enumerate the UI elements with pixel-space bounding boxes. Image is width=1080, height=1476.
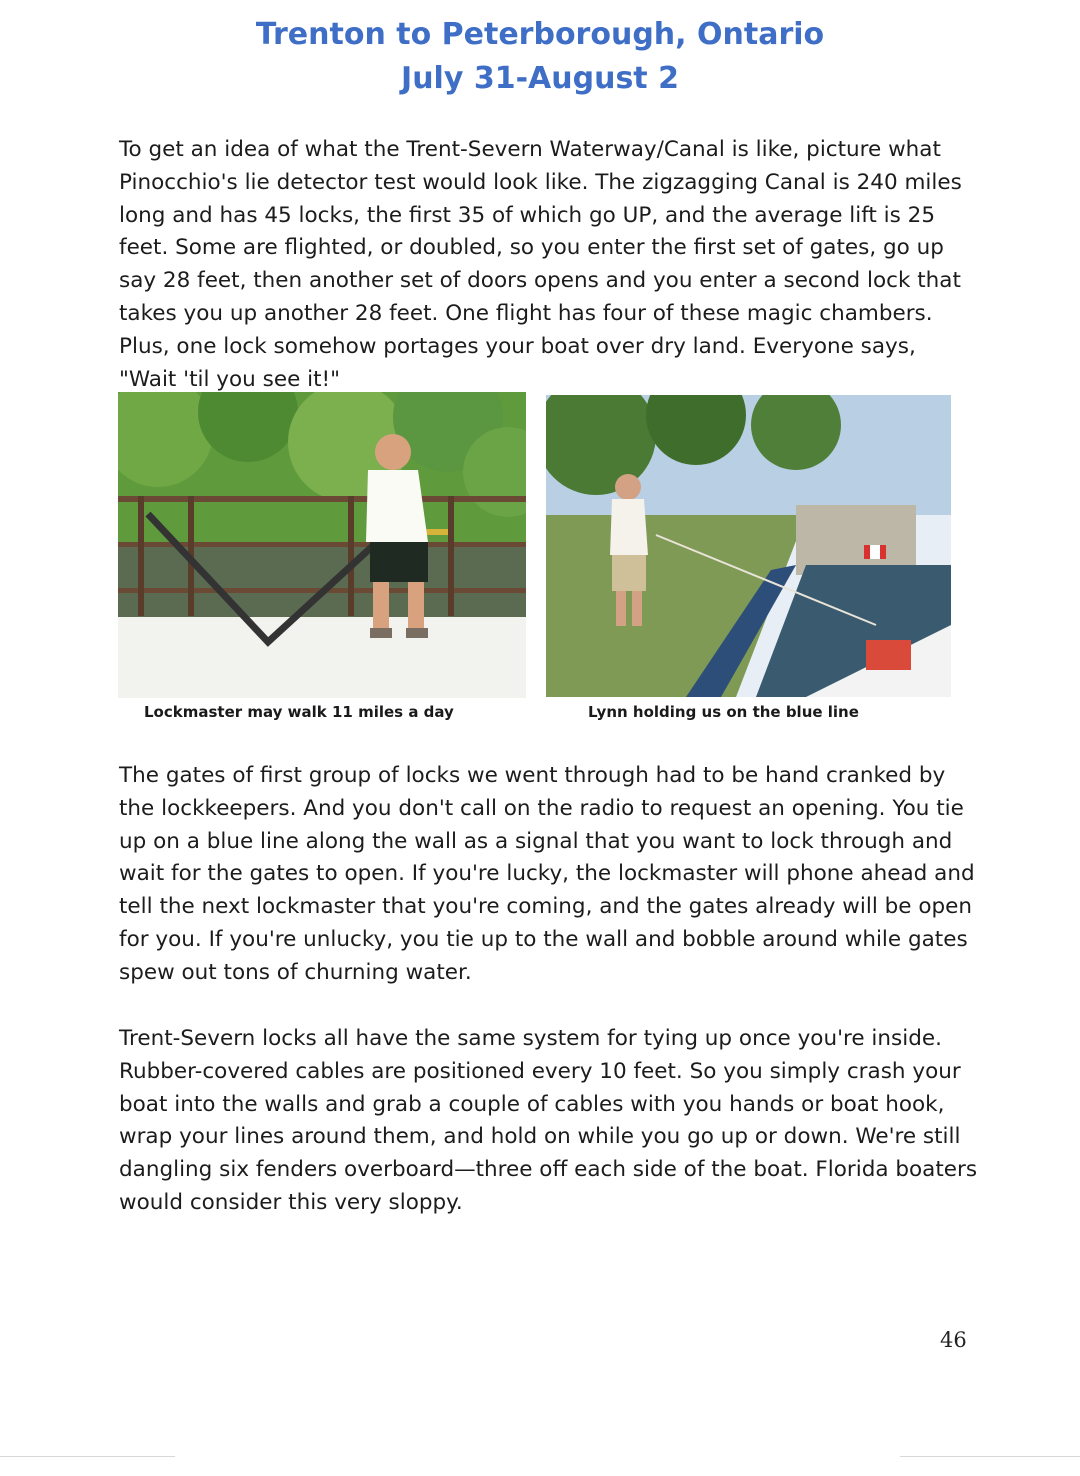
page-number: 46 xyxy=(940,1328,967,1352)
photo-caption-right: Lynn holding us on the blue line xyxy=(588,703,859,721)
page-title: Trenton to Peterborough, Ontario xyxy=(255,17,825,52)
page-subtitle-dates: July 31-August 2 xyxy=(401,61,679,96)
body-paragraph-gates: The gates of first group of locks we went through had to be hand cranked by the lockkeepers. And you don't call on the radio to request an opening. You tie up on a blue line along the wall as a signal that you want to lock through and wait for the gates to open. If you're lucky, the lockmaster will phone ahead and tell the next lockmaster that you're coming, and the gates already will be open for you. If you're unlucky, you tie up to the wall and bobble around while gates spew out tons of churning water. xyxy=(119,763,975,985)
scan-edge-line xyxy=(0,1456,175,1457)
body-paragraph-intro: To get an idea of what the Trent-Severn Waterway/Canal is like, picture what Pinocchio's lie detector test would look like. The zigzagging Canal is 240 miles long and has 45 locks, the first 35 of which go UP, and the average lift is 25 feet. Some are flighted, or doubled, so you enter the first set of gates, go up say 28 feet, then another set of doors opens and you enter a second lock that takes you up another 28 feet. One flight has four of these magic chambers. Plus, one lock somehow portages your boat over dry land. Everyone says, "Wait 'til you see it!" xyxy=(119,137,962,392)
scan-edge-line xyxy=(900,1456,1080,1457)
body-paragraph-cables: Trent-Severn locks all have the same system for tying up once you're inside. Rubber-covered cables are positioned every 10 feet. So you simply crash your boat into the walls and grab a couple of cables with you hands or boat hook, wrap your lines around them, and hold on while you go up or down. We're still dangling six fenders overboard—three off each side of the boat. Florida boaters would consider this very sloppy. xyxy=(119,1026,978,1215)
photo-caption-left: Lockmaster may walk 11 miles a day xyxy=(144,703,454,721)
photo-lockmaster xyxy=(118,392,526,698)
photo-lynn-blue-line xyxy=(546,395,951,697)
